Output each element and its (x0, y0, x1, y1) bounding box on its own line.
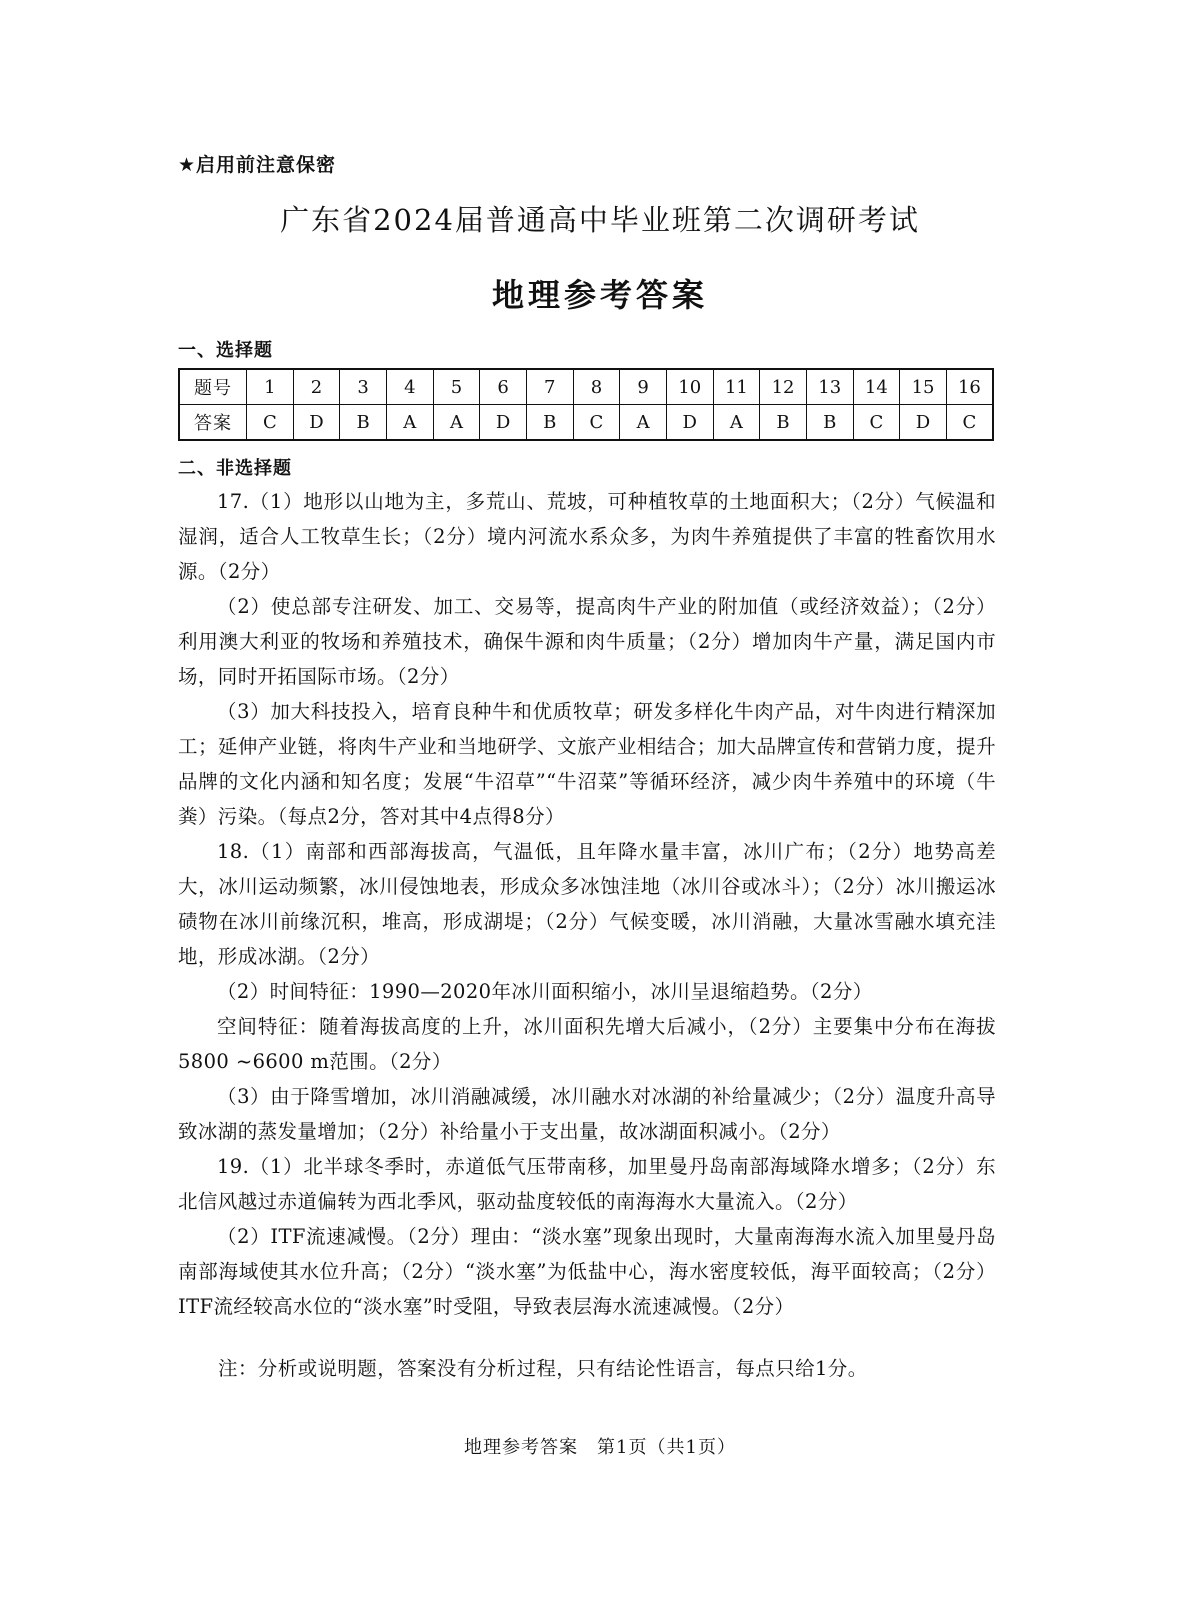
question-number-cell: 14 (853, 369, 900, 405)
question-number-cell: 3 (340, 369, 387, 405)
question-number-cell: 16 (946, 369, 993, 405)
question-number-cell: 9 (620, 369, 667, 405)
question-number-cell: 11 (713, 369, 760, 405)
answer-cell: A (713, 405, 760, 441)
question-number-cell: 8 (573, 369, 620, 405)
page-footer: 地理参考答案 第1页（共1页） (464, 1437, 736, 1458)
answer-paragraph-19-1: 19.（1）北半球冬季时，赤道低气压带南移，加里曼丹岛南部海域降水增多；（2分）东北信风越过赤道偏转为西北季风，驱动盐度较低的南海海水大量流入。（2分） (178, 1155, 996, 1213)
answer-table (178, 368, 994, 441)
question-number-cell: 4 (386, 369, 433, 405)
answer-cell: D (666, 405, 713, 441)
section-heading-open-questions: 二、非选择题 (178, 458, 292, 479)
question-number-cell: 13 (806, 369, 853, 405)
answer-cell: D (293, 405, 340, 441)
answer-paragraph-17-3: （3）加大科技投入，培育良种牛和优质牧草；研发多样化牛肉产品，对牛肉进行精深加工；延伸产业链，将肉牛产业和当地研学、文旅产业相结合；加大品牌宣传和营销力度，提升品牌的文化内涵和知名度；发展“牛沼草”“牛沼菜”等循环经济，减少肉牛养殖中的环境（牛粪）污染。（每点2分，答对其中4点得8分） (178, 700, 996, 828)
answer-title: 地理参考答案 (491, 276, 708, 314)
question-number-cell: 10 (666, 369, 713, 405)
answer-cell: B (806, 405, 853, 441)
answer-cell: C (853, 405, 900, 441)
answer-paragraph-18-2-space: 空间特征：随着海拔高度的上升，冰川面积先增大后减小，（2分）主要集中分布在海拔5800 ~6600 m范围。（2分） (178, 1015, 996, 1073)
question-number-cell: 1 (247, 369, 294, 405)
question-number-cell: 6 (480, 369, 527, 405)
answer-paragraph-17-1: 17.（1）地形以山地为主，多荒山、荒坡，可种植牧草的土地面积大；（2分）气候温和湿润，适合人工牧草生长；（2分）境内河流水系众多，为肉牛养殖提供了丰富的牲畜饮用水源。（2分） (178, 490, 996, 583)
question-number-cell: 12 (760, 369, 807, 405)
row-label-number: 题号 (179, 369, 247, 405)
answer-table-answer-row (179, 405, 993, 441)
answer-cell: A (386, 405, 433, 441)
answer-cell: C (247, 405, 294, 441)
answer-paragraph-17-2: （2）使总部专注研发、加工、交易等，提高肉牛产业的附加值（或经济效益）；（2分）利用澳大利亚的牧场和养殖技术，确保牛源和肉牛质量；（2分）增加肉牛产量，满足国内市场，同时开拓国际市场。（2分） (178, 595, 996, 688)
answer-cell: B (340, 405, 387, 441)
grading-note: 注：分析或说明题，答案没有分析过程，只有结论性语言，每点只给1分。 (218, 1357, 868, 1380)
question-number-cell: 7 (526, 369, 573, 405)
answer-body (178, 484, 996, 1324)
answer-paragraph-18-2-time: （2）时间特征：1990—2020年冰川面积缩小，冰川呈退缩趋势。（2分） (217, 980, 873, 1003)
answer-cell: B (760, 405, 807, 441)
section-heading-multiple-choice: 一、选择题 (178, 340, 273, 361)
answer-cell: A (620, 405, 667, 441)
answer-paragraph-18-3: （3）由于降雪增加，冰川消融减缓，冰川融水对冰湖的补给量减少；（2分）温度升高导致冰湖的蒸发量增加；（2分）补给量小于支出量，故冰湖面积减小。（2分） (178, 1085, 996, 1143)
confidential-notice: ★启用前注意保密 (178, 154, 337, 176)
answer-cell: D (480, 405, 527, 441)
answer-cell: C (946, 405, 993, 441)
answer-cell: A (433, 405, 480, 441)
exam-title: 广东省2024届普通高中毕业班第二次调研考试 (280, 203, 920, 237)
answer-cell: B (526, 405, 573, 441)
answer-cell: D (900, 405, 947, 441)
question-number-cell: 2 (293, 369, 340, 405)
answer-paragraph-18-1: 18.（1）南部和西部海拔高，气温低，且年降水量丰富，冰川广布；（2分）地势高差大，冰川运动频繁，冰川侵蚀地表，形成众多冰蚀洼地（冰川谷或冰斗）；（2分）冰川搬运冰碛物在冰川前缘沉积，堆高，形成湖堤；（2分）气候变暖，冰川消融，大量冰雪融水填充洼地，形成冰湖。（2分） (178, 840, 996, 968)
question-number-cell: 5 (433, 369, 480, 405)
answer-table-number-row (179, 369, 993, 405)
row-label-answer: 答案 (179, 405, 247, 441)
answer-cell: C (573, 405, 620, 441)
question-number-cell: 15 (900, 369, 947, 405)
answer-paragraph-19-2: （2）ITF流速减慢。（2分）理由：“淡水塞”现象出现时，大量南海海水流入加里曼丹岛南部海域使其水位升高；（2分）“淡水塞”为低盐中心，海水密度较低，海平面较高；（2分）ITF流经较高水位的“淡水塞”时受阻，导致表层海水流速减慢。（2分） (178, 1225, 996, 1318)
